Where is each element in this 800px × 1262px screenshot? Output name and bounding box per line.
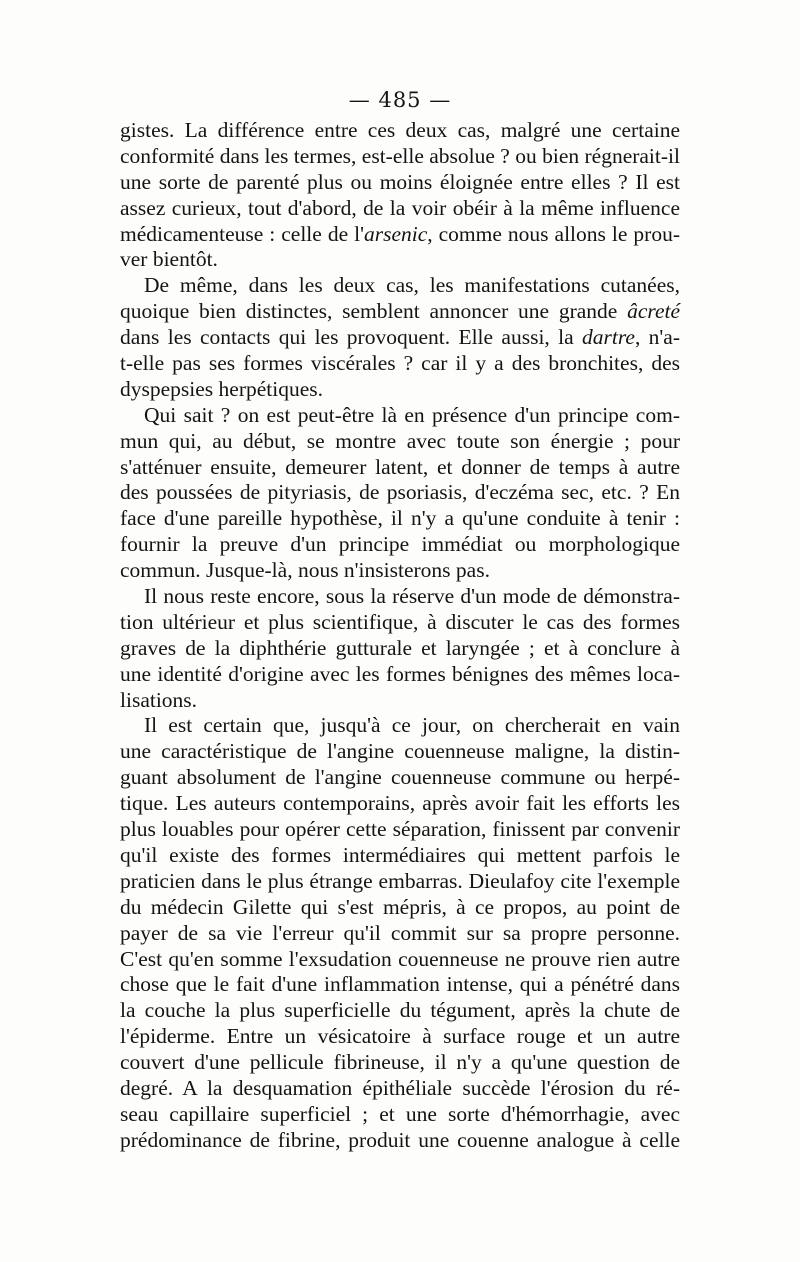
text-line: commun. Jusque-là, nous n'insisterons pas. xyxy=(120,558,490,583)
text-line: C'est qu'en somme l'exsudation couenneuse ne prouve rien autre xyxy=(120,946,680,971)
text-line: des poussées de pityriasis, de psoriasis, d'eczéma sec, etc. ? En xyxy=(120,480,680,505)
text-line: lisations. xyxy=(120,687,198,712)
text-line: degré. A la desquamation épithéliale succède l'érosion du ré- xyxy=(120,1075,680,1100)
text-line: plus louables pour opérer cette séparation, finissent par convenir xyxy=(120,817,680,842)
text-line: fournir la preuve d'un principe immédiat ou morphologique xyxy=(120,532,680,557)
text-line: seau capillaire superficiel ; et une sorte d'hémorrhagie, avec xyxy=(120,1101,680,1126)
text-line: graves de la diphthérie gutturale et laryngée ; et à conclure à xyxy=(120,635,680,660)
text-line: une identité d'origine avec les formes bénignes des mêmes loca- xyxy=(120,661,680,686)
text-line: dans les contacts qui les provoquent. Elle aussi, la dartre, n'a- xyxy=(120,325,680,350)
text-line: la couche la plus superficielle du tégument, après la chute de xyxy=(120,998,680,1023)
text-line: s'atténuer ensuite, demeurer latent, et donner de temps à autre xyxy=(120,454,680,479)
text-line: Il nous reste encore, sous la réserve d'un mode de démonstra- xyxy=(144,584,680,609)
text-line: conformité dans les termes, est-elle absolue ? ou bien régnerait-il xyxy=(120,143,680,168)
text-line: tion ultérieur et plus scientifique, à discuter le cas des formes xyxy=(120,609,680,634)
text-line: une caractéristique de l'angine couenneuse maligne, la distin- xyxy=(120,739,680,764)
text-line: praticien dans le plus étrange embarras. Dieulafoy cite l'exemple xyxy=(120,868,680,893)
text-line: mun qui, au début, se montre avec toute son énergie ; pour xyxy=(120,428,680,453)
text-line: Qui sait ? on est peut-être là en présence d'un principe com- xyxy=(144,402,680,427)
text-line: l'épiderme. Entre un vésicatoire à surface rouge et un autre xyxy=(120,1024,680,1049)
text-line: payer de sa vie l'erreur qu'il commit sur sa propre personne. xyxy=(120,920,680,945)
text-line: dyspepsies herpétiques. xyxy=(120,376,324,401)
text-line: quoique bien distinctes, semblent annoncer une grande âcreté xyxy=(120,299,680,324)
text-line: une sorte de parenté plus ou moins éloignée entre elles ? Il est xyxy=(120,169,680,194)
body-text xyxy=(120,118,680,1154)
text-line: tique. Les auteurs contemporains, après avoir fait les efforts les xyxy=(120,791,680,816)
text-line: médicamenteuse : celle de l'arsenic, comme nous allons le prou- xyxy=(120,221,680,246)
text-line: gistes. La différence entre ces deux cas, malgré une certaine xyxy=(120,118,680,142)
page-number: — 485 — xyxy=(348,88,452,112)
text-line: assez curieux, tout d'abord, de la voir obéir à la même influence xyxy=(120,195,680,220)
text-line: qu'il existe des formes intermédiaires qui mettent parfois le xyxy=(120,842,680,867)
text-line: couvert d'une pellicule fibrineuse, il n'y a qu'une question de xyxy=(120,1050,680,1075)
text-line: prédominance de fibrine, produit une couenne analogue à celle xyxy=(120,1127,680,1152)
text-line: guant absolument de l'angine couenneuse commune ou herpé- xyxy=(120,765,680,790)
text-line: De même, dans les deux cas, les manifestations cutanées, xyxy=(144,273,680,298)
text-line: ver bientôt. xyxy=(120,247,218,272)
text-line: du médecin Gilette qui s'est mépris, à ce propos, au point de xyxy=(120,894,680,919)
text-line: Il est certain que, jusqu'à ce jour, on chercherait en vain xyxy=(144,713,680,738)
text-line: t-elle pas ses formes viscérales ? car il y a des bronchites, des xyxy=(120,351,680,376)
text-line: chose que le fait d'une inflammation intense, qui a pénétré dans xyxy=(120,972,680,997)
text-line: face d'une pareille hypothèse, il n'y a qu'une conduite à tenir : xyxy=(120,506,680,531)
